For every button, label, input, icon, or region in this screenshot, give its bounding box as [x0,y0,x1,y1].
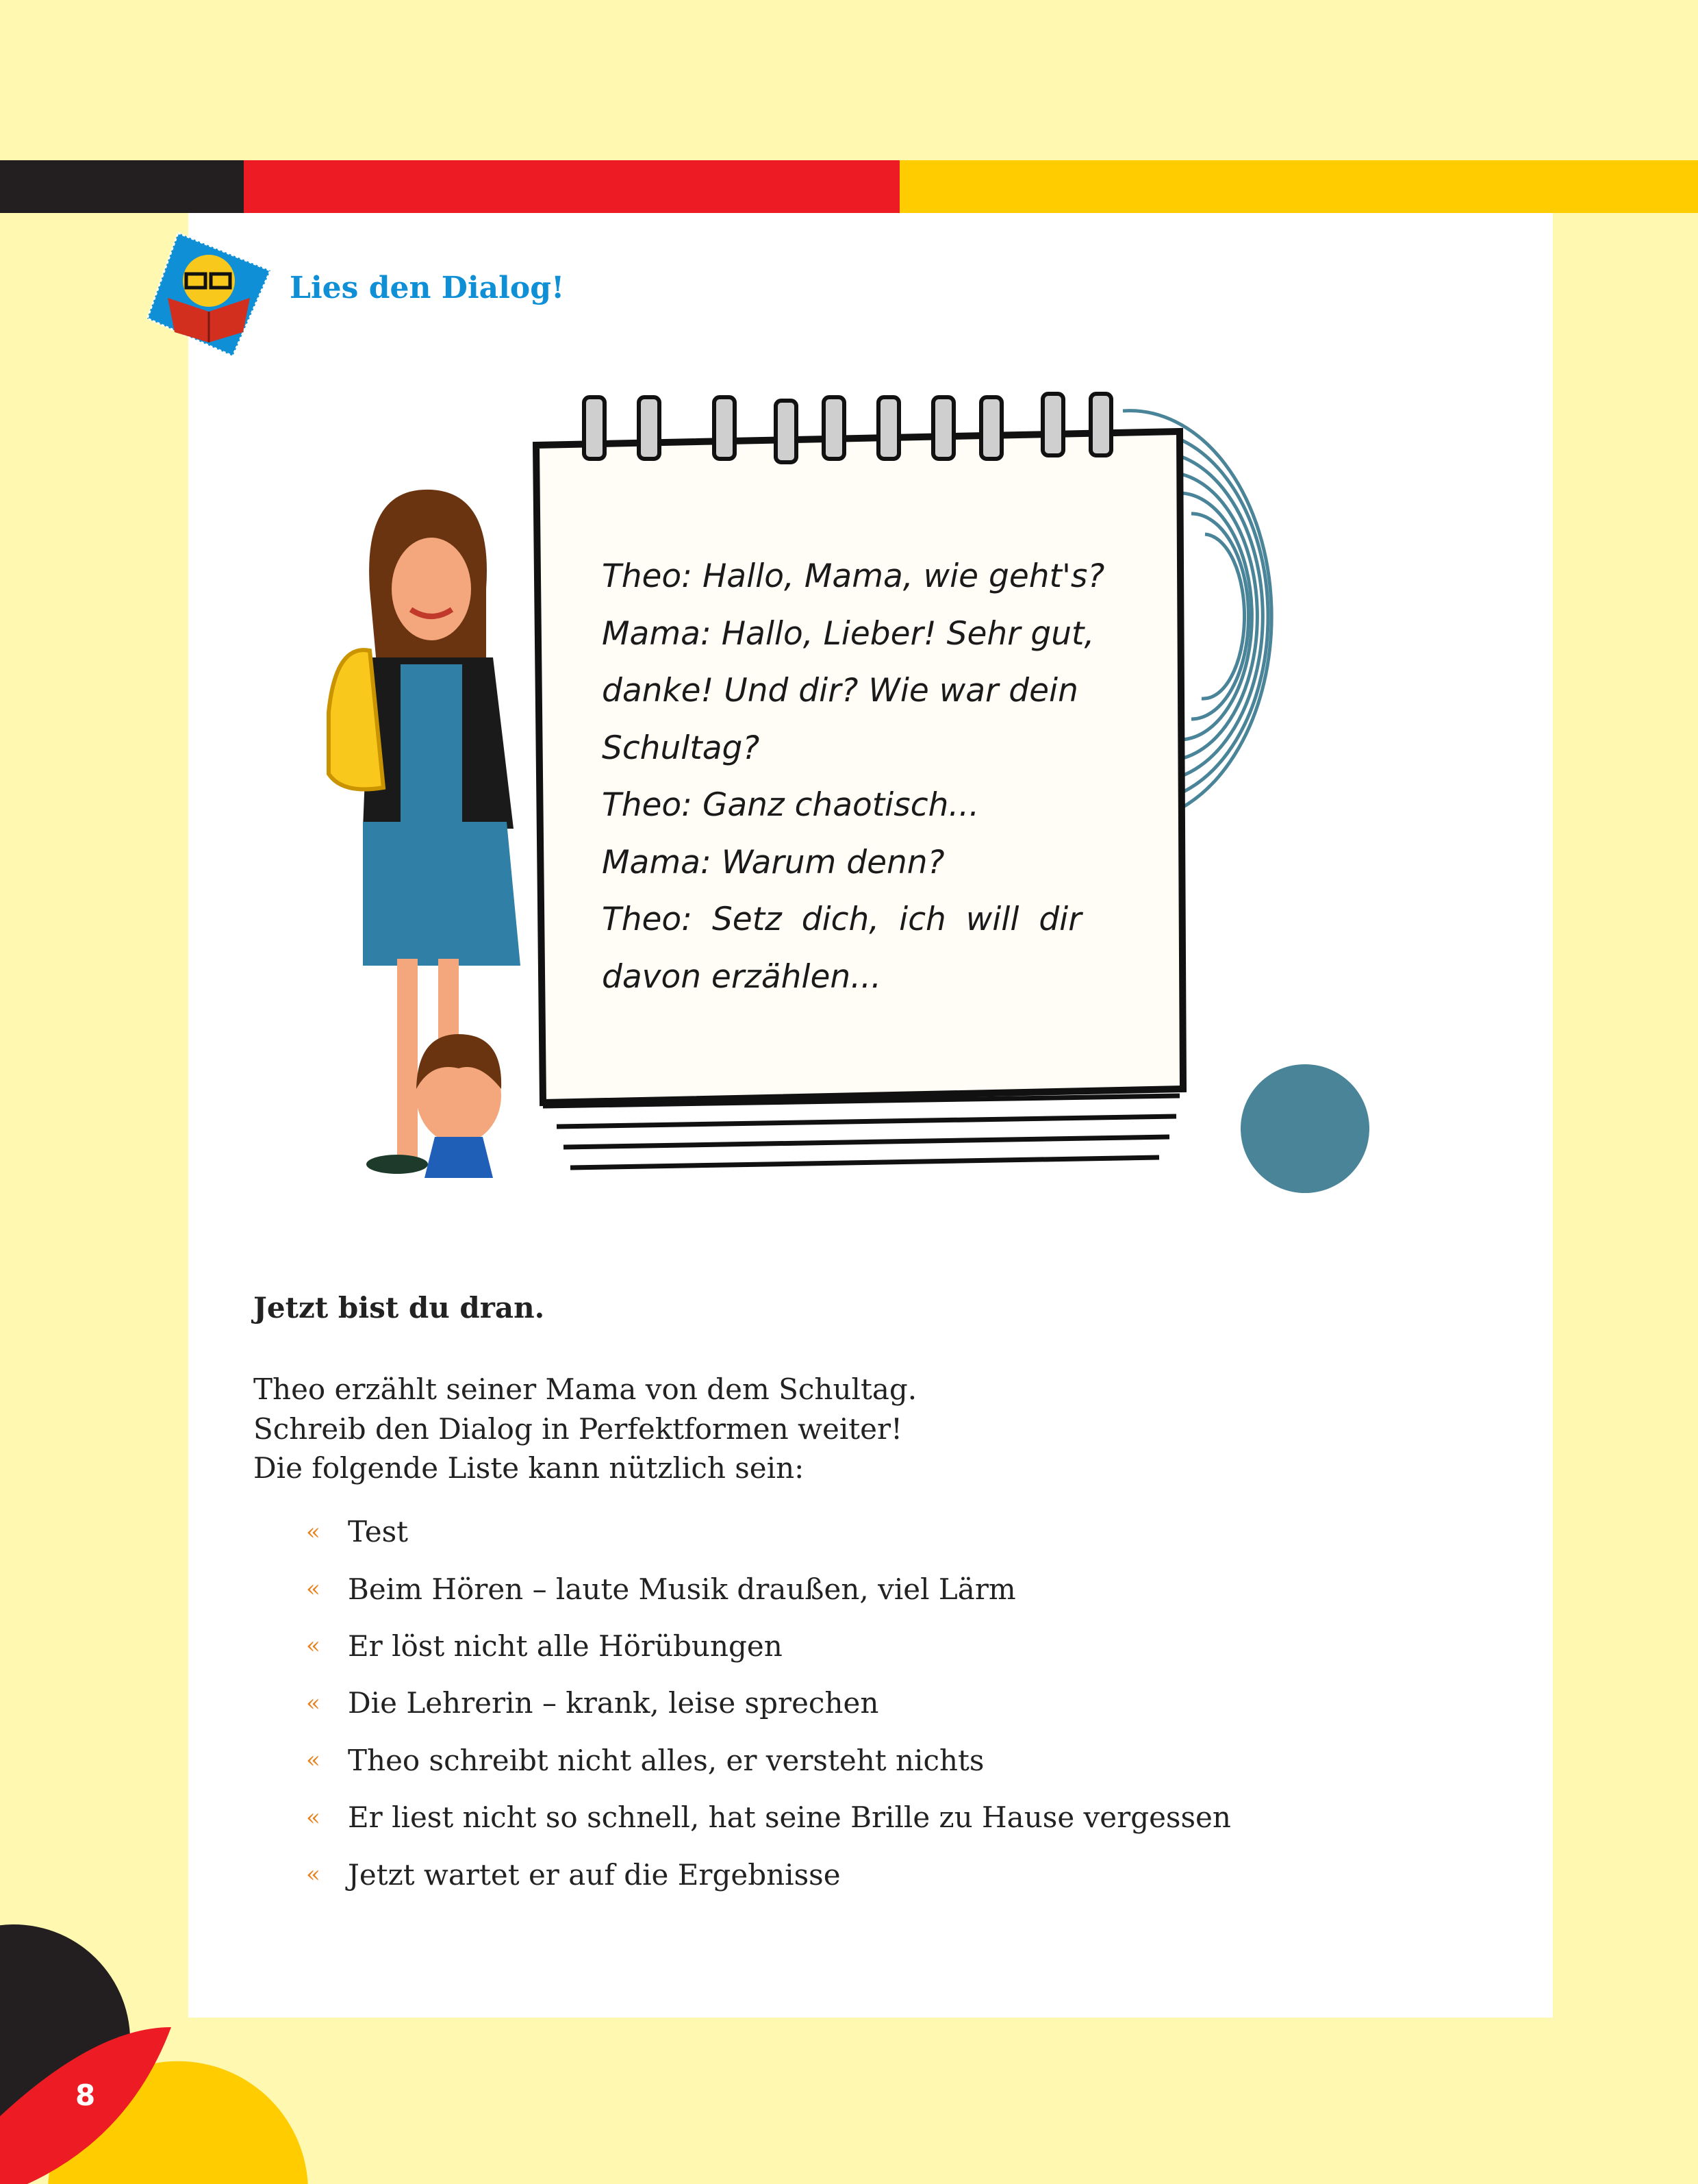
instruction-line: Schreib den Dialog in Perfektformen weiter! [253,1411,902,1446]
bullet-icon: « [306,1575,320,1603]
corner-decoration [0,1863,315,2184]
teal-circle-decoration [1241,1064,1369,1193]
list-item-text: Jetzt wartet er auf die Ergebnisse [348,1857,841,1892]
list-item [306,1503,1231,1560]
task-heading: Jetzt bist du dran. [253,1291,545,1325]
task-instructions [253,1370,917,1488]
list-item [306,1789,1231,1846]
instruction-line: Theo erzählt seiner Mama von dem Schultag. [253,1372,917,1406]
list-item-text: Theo schreibt nicht alles, er versteht nichts [348,1743,985,1777]
list-item [306,1846,1231,1903]
list-item-text: Beim Hören – laute Musik draußen, viel Lärm [348,1572,1016,1606]
flag-stripe-black [0,160,244,213]
page-number: 8 [75,2079,96,2112]
flag-stripe-gold [900,160,1698,213]
list-item-text: Test [348,1515,409,1549]
list-item-text: Er liest nicht so schnell, hat seine Brille zu Hause vergessen [348,1800,1231,1835]
mother-and-child-illustration [322,486,609,1185]
list-item [306,1732,1231,1789]
dialog-line: danke! Und dir? Wie war dein [602,672,1078,710]
bullet-icon: « [306,1861,320,1889]
list-item [306,1560,1231,1617]
reading-smiley-icon [144,229,274,360]
instruction-line: Die folgende Liste kann nützlich sein: [253,1451,804,1485]
dialog-line: Theo: Hallo, Mama, wie geht's? [602,557,1105,595]
flag-stripe-red [244,160,900,213]
list-item-text: Die Lehrerin – krank, leise sprechen [348,1686,879,1720]
bullet-icon: « [306,1746,320,1774]
bullet-icon: « [306,1632,320,1660]
dialog-line: Mama: Hallo, Lieber! Sehr gut, [602,614,1095,653]
bullet-icon: « [306,1518,320,1546]
page-title: Lies den Dialog! [290,271,565,305]
list-item-text: Er löst nicht alle Hörübungen [348,1629,783,1663]
dialog-line: Mama: Warum denn? [602,843,945,881]
dialog-line: Theo: Setz dich, ich will dir [602,901,1082,938]
list-item [306,1674,1231,1731]
bullet-icon: « [306,1689,320,1717]
list-item [306,1618,1231,1674]
dialog-text [602,548,1129,1005]
hint-list [306,1503,1231,1903]
dialog-line: Schultag? [602,729,760,767]
dialog-line: davon erzählen... [602,957,882,996]
bullet-icon: « [306,1803,320,1831]
dialog-line: Theo: Ganz chaotisch... [602,786,980,824]
